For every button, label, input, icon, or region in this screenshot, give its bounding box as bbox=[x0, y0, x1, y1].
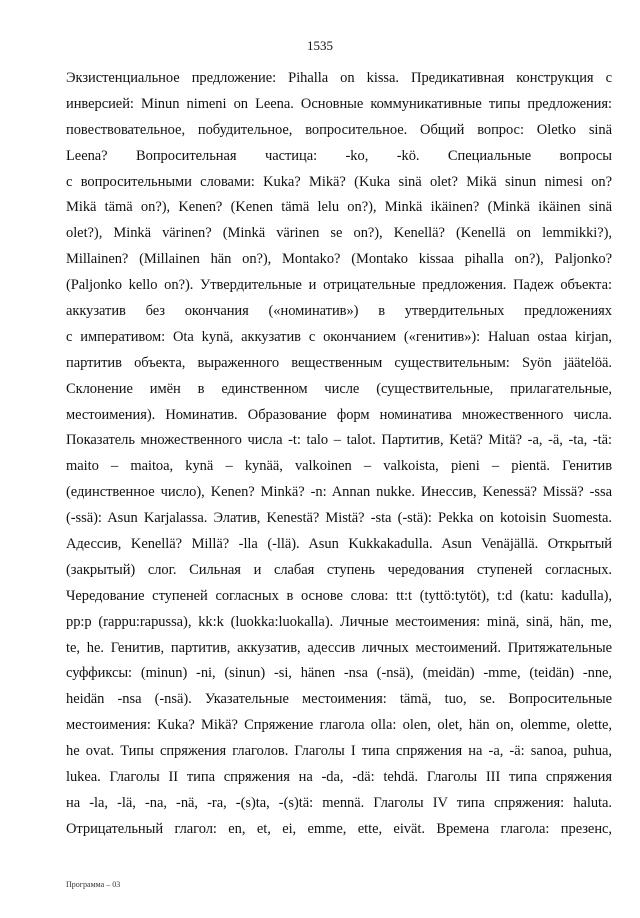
text-line: Leena? Вопросительная частица: -ko, -kö. Специальные вопросы bbox=[66, 147, 612, 164]
text-line: lukea. Глаголы II типа спряжения на -da, -dä: tehdä. Глаголы III типа спряжения bbox=[66, 769, 612, 786]
text-line: te, he. Генитив, партитив, аккузатив, адессив личных местоимений. Притяжательные bbox=[66, 639, 612, 656]
text-line: местоимения: Kuka? Mikä? Спряжение глагола olla: olen, olet, hän on, olemme, olette, bbox=[66, 717, 612, 734]
text-line: Показатель множественного числа -t: talo – talot. Партитив, Ketä? Mitä? -a, -ä, -ta, -tä: bbox=[66, 432, 612, 449]
text-line: Millainen? (Millainen hän on?), Montako? (Montako kissaa pihalla on?), Paljonko? bbox=[66, 251, 612, 268]
text-line: Чередование ступеней согласных в основе слова: tt:t (tyttö:tytöt), t:d (katu: kadulla), bbox=[66, 587, 612, 604]
footer-program-label: Программа – 03 bbox=[66, 880, 121, 889]
text-line: Mikä tämä on?), Kenen? (Kenen tämä lelu on?), Minkä ikäinen? (Minkä ikäinen sinä bbox=[66, 199, 612, 216]
text-line: Экзистенциальное предложение: Pihalla on kissa. Предикативная конструкция с bbox=[66, 70, 612, 86]
text-line: партитив объекта, выраженного вещественным существительным: Syön jäätelöä. bbox=[66, 354, 612, 371]
text-line: с императивом: Ota kynä, аккузатив с окончанием («генитив»): Haluan ostaa kirjan, bbox=[66, 328, 612, 345]
text-line: (закрытый) слог. Сильная и слабая ступень чередования ступеней согласных. bbox=[66, 561, 612, 578]
text-line: heidän -nsa (-nsä). Указательные местоимения: tämä, tuo, se. Вопросительные bbox=[66, 691, 612, 708]
text-line: суффиксы: (minun) -ni, (sinun) -si, hänen -nsa (-nsä), (meidän) -mme, (teidän) -nne, bbox=[66, 665, 612, 682]
text-line: местоимения). Номинатив. Образование форм номинатива множественного числа. bbox=[66, 406, 612, 423]
text-line: he ovat. Типы спряжения глаголов. Глаголы I типа спряжения на -a, -ä: sanoa, puhua, bbox=[66, 743, 612, 760]
text-line: maito – maitoa, kynä – kynää, valkoinen – valkoista, pieni – pientä. Генитив bbox=[66, 458, 612, 475]
text-line: повествовательное, побудительное, вопросительное. Общий вопрос: Oletko sinä bbox=[66, 121, 612, 138]
text-line: (-ssä): Asun Karjalassa. Элатив, Kenestä? Mistä? -sta (-stä): Pekka on kotoisin Suomesta. bbox=[66, 510, 612, 527]
text-line: pp:p (rappu:rapussa), kk:k (luokka:luokalla). Личные местоимения: minä, sinä, hän, me, bbox=[66, 613, 612, 630]
page-number: 1535 bbox=[307, 38, 333, 53]
text-line: инверсией: Minun nimeni on Leena. Основные коммуникативные типы предложения: bbox=[66, 95, 612, 112]
text-line: Отрицательный глагол: en, et, ei, emme, ette, eivät. Времена глагола: презенс, bbox=[66, 820, 612, 837]
text-line: olet?), Minkä värinen? (Minkä värinen se on?), Kenellä? (Kenellä on lemmikki?), bbox=[66, 225, 612, 242]
text-line: с вопросительными словами: Kuka? Mikä? (Kuka sinä olet? Mikä sinun nimesi on? bbox=[66, 173, 612, 190]
body-text bbox=[66, 66, 612, 843]
text-line: (единственное число), Kenen? Minkä? -n: Annan nukke. Инессив, Kenessä? Missä? -ssa bbox=[66, 484, 612, 501]
text-line: Адессив, Kenellä? Millä? -lla (-llä). Asun Kukkakadulla. Asun Venäjällä. Открытый bbox=[66, 536, 612, 553]
text-line: (Paljonko kello on?). Утвердительные и отрицательные предложения. Падеж объекта: bbox=[66, 277, 612, 294]
text-line: аккузатив без окончания («номинатив») в утвердительных предложениях bbox=[66, 303, 612, 320]
text-line: на -la, -lä, -na, -nä, -ra, -(s)ta, -(s)tä: mennä. Глаголы IV типа спряжения: haluta. bbox=[66, 794, 612, 811]
text-line: Склонение имён в единственном числе (существительные, прилагательные, bbox=[66, 380, 612, 397]
